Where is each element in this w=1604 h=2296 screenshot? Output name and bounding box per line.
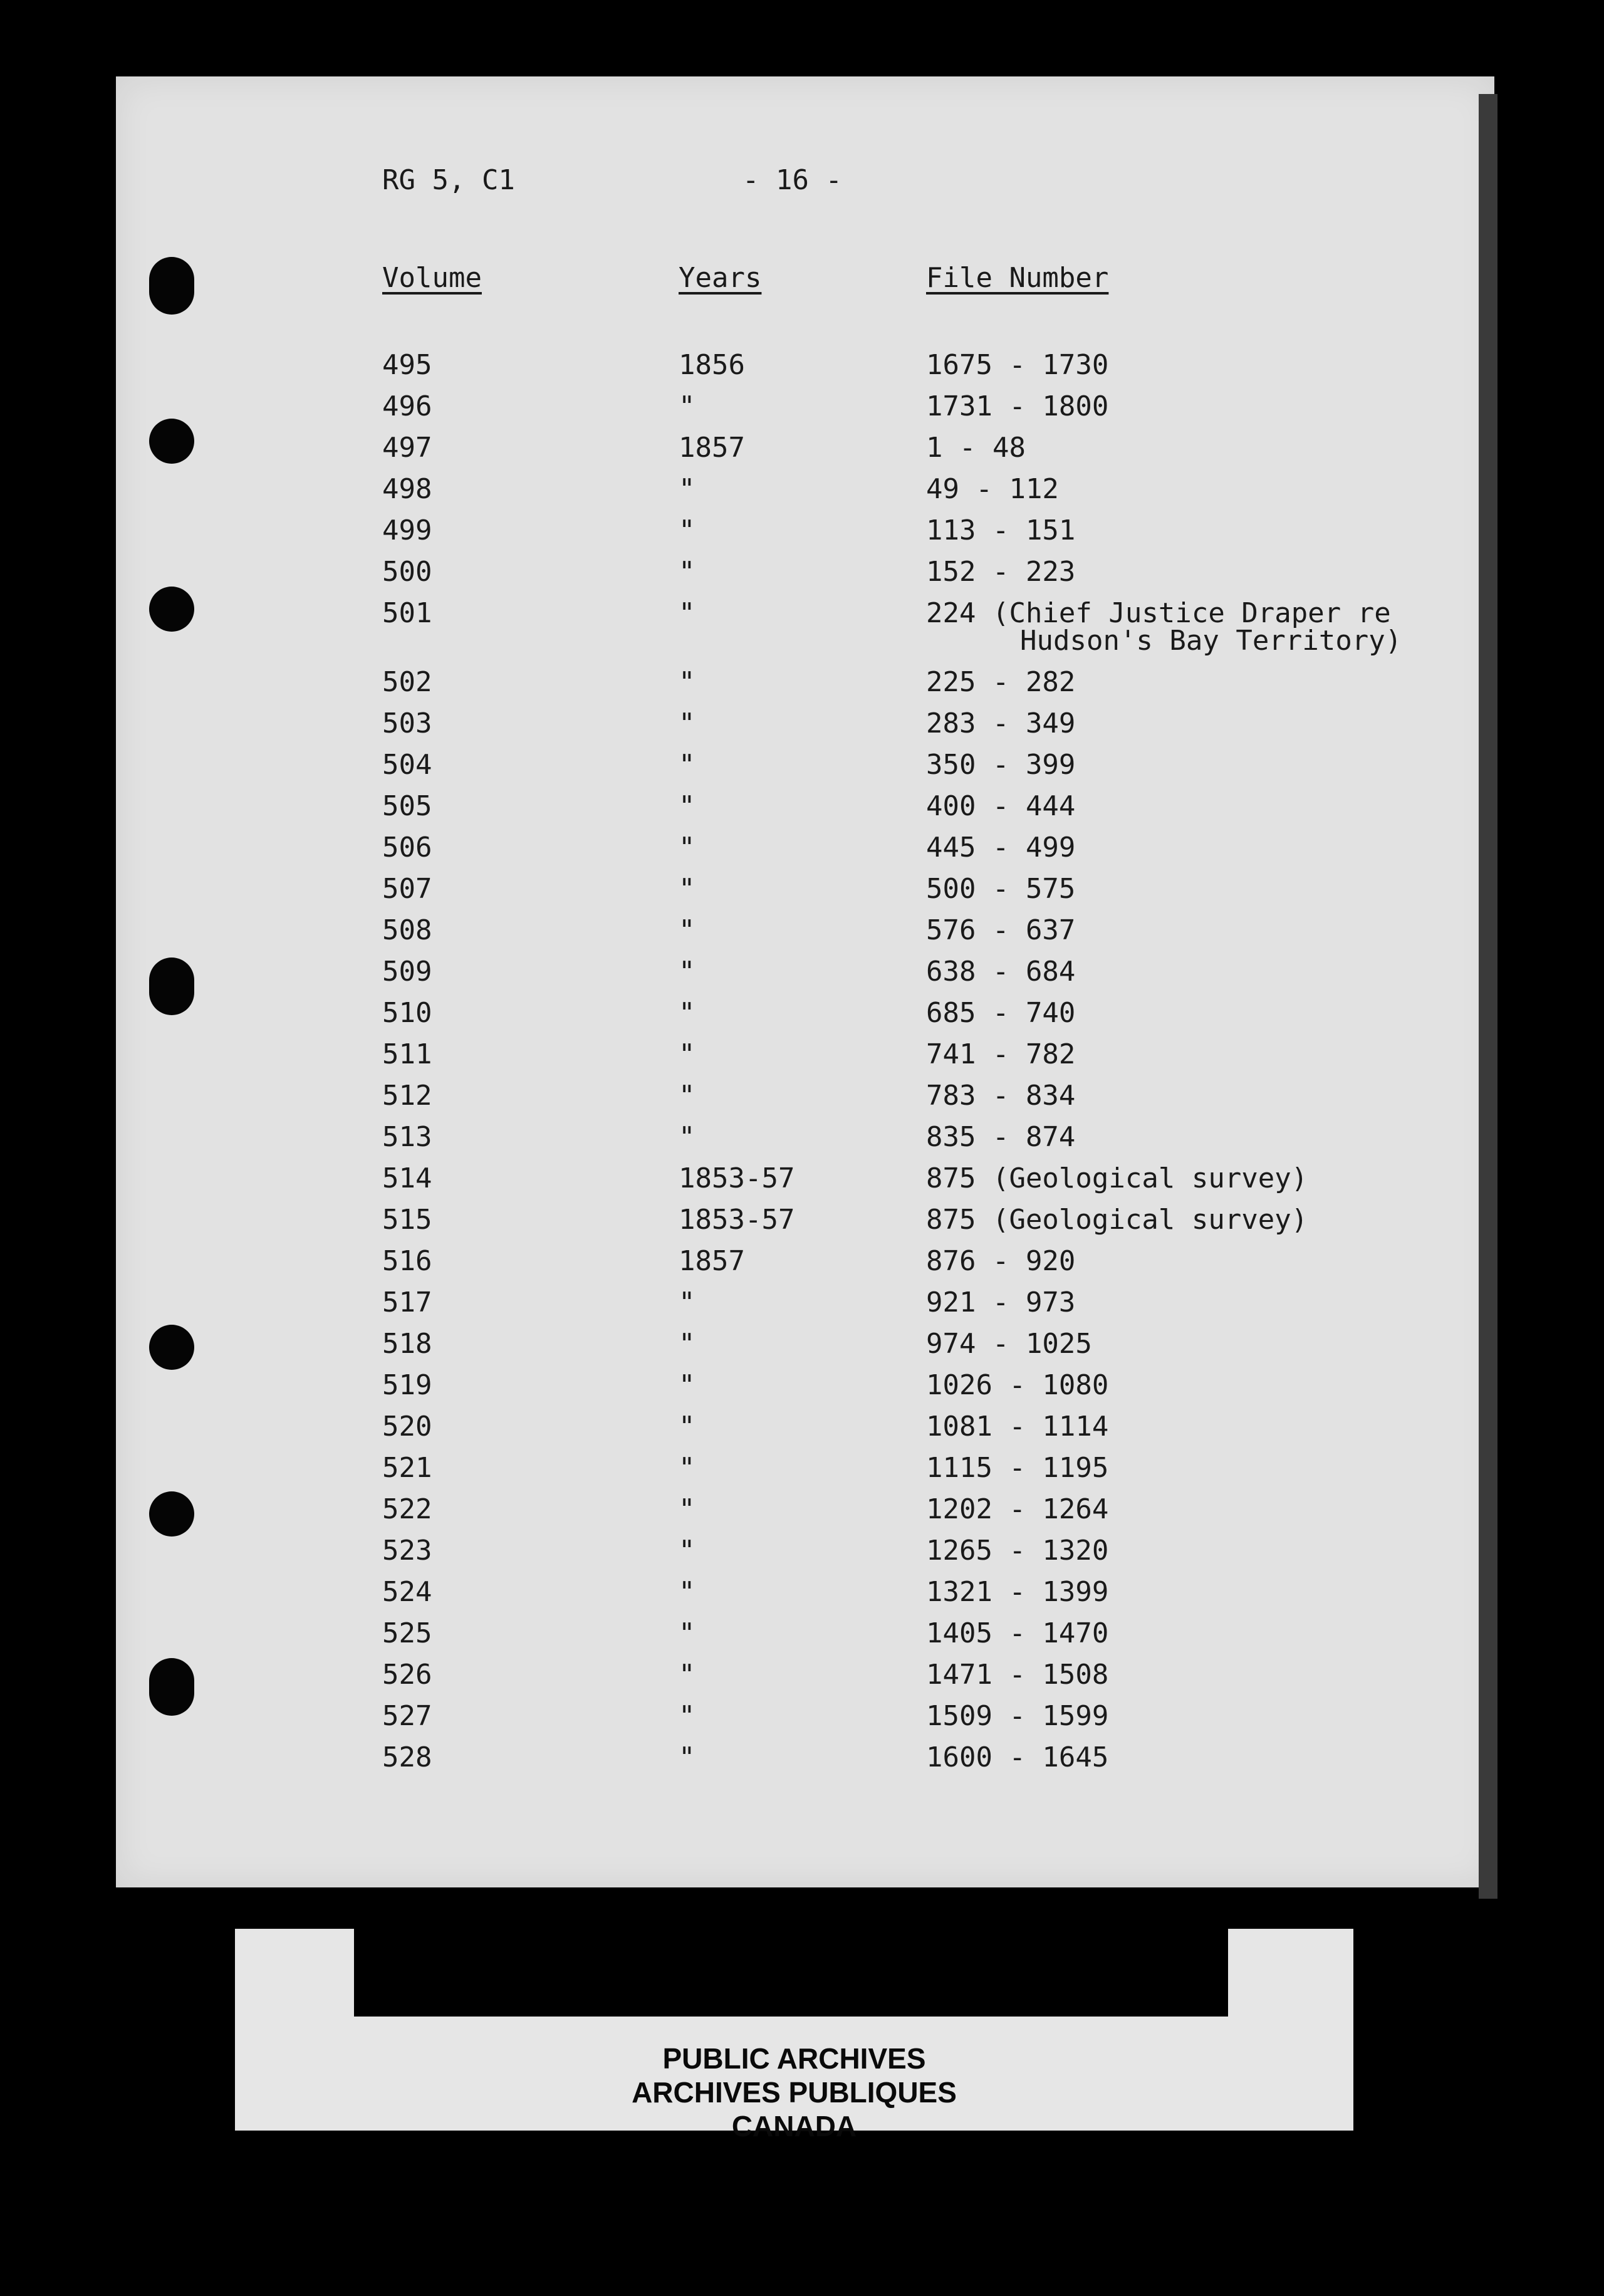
card-cutout bbox=[354, 1929, 1228, 2017]
years-cell: " bbox=[679, 1286, 695, 1318]
years-cell: " bbox=[679, 956, 695, 988]
archive-stamp bbox=[235, 2042, 1353, 2143]
file-number-cell: 576 - 637 bbox=[926, 914, 1076, 946]
volume-cell: 510 bbox=[382, 997, 432, 1029]
table-row bbox=[0, 1365, 1604, 1406]
years-cell: " bbox=[679, 914, 695, 946]
volume-cell: 500 bbox=[382, 556, 432, 588]
table-row bbox=[0, 1241, 1604, 1282]
table-row bbox=[0, 1323, 1604, 1365]
archive-target-card bbox=[235, 1929, 1353, 2142]
table-row bbox=[0, 662, 1604, 703]
file-number-cell: 835 - 874 bbox=[926, 1121, 1076, 1153]
years-cell: " bbox=[679, 556, 695, 588]
table-row bbox=[0, 1406, 1604, 1448]
file-number-cell: 1026 - 1080 bbox=[926, 1369, 1109, 1401]
file-number-cell: 1265 - 1320 bbox=[926, 1535, 1109, 1567]
file-number-cell: 974 - 1025 bbox=[926, 1328, 1092, 1360]
file-number-cell: 875 (Geological survey) bbox=[926, 1204, 1308, 1236]
years-cell: " bbox=[679, 1038, 695, 1070]
file-number-cell: 1731 - 1800 bbox=[926, 390, 1109, 422]
file-number-cell: 1 - 48 bbox=[926, 432, 1026, 464]
column-header-years: Years bbox=[679, 262, 762, 294]
table-row bbox=[0, 786, 1604, 827]
table-row bbox=[0, 1572, 1604, 1613]
file-number-cell: 1115 - 1195 bbox=[926, 1452, 1109, 1484]
table-row bbox=[0, 827, 1604, 869]
stamp-line-2: ARCHIVES PUBLIQUES bbox=[632, 2076, 957, 2109]
volume-cell: 511 bbox=[382, 1038, 432, 1070]
table-row bbox=[0, 1613, 1604, 1654]
table-row bbox=[0, 1530, 1604, 1572]
table-row bbox=[0, 744, 1604, 786]
file-number-cell: 445 - 499 bbox=[926, 832, 1076, 864]
table-row bbox=[0, 1158, 1604, 1199]
file-number-line-2: Hudson's Bay Territory) bbox=[1020, 625, 1402, 657]
volume-cell: 515 bbox=[382, 1204, 432, 1236]
table-row bbox=[0, 703, 1604, 744]
file-number-cell: 1509 - 1599 bbox=[926, 1700, 1109, 1732]
file-number-cell: 1675 - 1730 bbox=[926, 349, 1109, 381]
volume-cell: 498 bbox=[382, 473, 432, 505]
volume-cell: 524 bbox=[382, 1576, 432, 1608]
years-cell: 1853-57 bbox=[679, 1204, 795, 1236]
volume-cell: 523 bbox=[382, 1535, 432, 1567]
table-row bbox=[0, 1117, 1604, 1158]
years-cell: " bbox=[679, 473, 695, 505]
years-cell: " bbox=[679, 1700, 695, 1732]
file-number-cell: 921 - 973 bbox=[926, 1286, 1076, 1318]
file-number-cell: 685 - 740 bbox=[926, 997, 1076, 1029]
table-row bbox=[0, 1448, 1604, 1489]
volume-cell: 497 bbox=[382, 432, 432, 464]
file-number-cell: 350 - 399 bbox=[926, 749, 1076, 781]
volume-cell: 527 bbox=[382, 1700, 432, 1732]
years-cell: " bbox=[679, 1121, 695, 1153]
table-row bbox=[0, 869, 1604, 910]
file-number-cell: 500 - 575 bbox=[926, 873, 1076, 905]
stamp-line-1: PUBLIC ARCHIVES bbox=[662, 2042, 926, 2075]
file-number-cell: 783 - 834 bbox=[926, 1080, 1076, 1112]
binder-hole bbox=[149, 257, 194, 315]
column-header-file-number: File Number bbox=[926, 262, 1109, 294]
file-number-cell: 1600 - 1645 bbox=[926, 1741, 1109, 1773]
file-number-cell: 49 - 112 bbox=[926, 473, 1059, 505]
volume-cell: 519 bbox=[382, 1369, 432, 1401]
table-row bbox=[0, 510, 1604, 551]
years-cell: " bbox=[679, 1452, 695, 1484]
table-row bbox=[0, 427, 1604, 469]
years-cell: " bbox=[679, 390, 695, 422]
years-cell: 1853-57 bbox=[679, 1162, 795, 1194]
file-number-cell: 875 (Geological survey) bbox=[926, 1162, 1308, 1194]
years-cell: " bbox=[679, 1411, 695, 1443]
years-cell: " bbox=[679, 1493, 695, 1525]
file-number-cell: 400 - 444 bbox=[926, 790, 1076, 822]
table-row bbox=[0, 993, 1604, 1034]
years-cell: " bbox=[679, 873, 695, 905]
years-cell: 1857 bbox=[679, 432, 745, 464]
years-cell: " bbox=[679, 514, 695, 546]
volume-cell: 521 bbox=[382, 1452, 432, 1484]
volume-cell: 525 bbox=[382, 1617, 432, 1649]
volume-list bbox=[0, 345, 1604, 1778]
table-row bbox=[0, 951, 1604, 993]
file-number-cell: 283 - 349 bbox=[926, 707, 1076, 739]
file-number-cell: 1321 - 1399 bbox=[926, 1576, 1109, 1608]
table-row bbox=[0, 1199, 1604, 1241]
table-row bbox=[0, 1075, 1604, 1117]
volume-cell: 513 bbox=[382, 1121, 432, 1153]
file-number-cell bbox=[926, 593, 1402, 655]
volume-cell: 512 bbox=[382, 1080, 432, 1112]
years-cell: " bbox=[679, 1659, 695, 1691]
years-cell: " bbox=[679, 597, 695, 629]
years-cell: " bbox=[679, 1576, 695, 1608]
volume-cell: 528 bbox=[382, 1741, 432, 1773]
years-cell: " bbox=[679, 1617, 695, 1649]
years-cell: " bbox=[679, 1328, 695, 1360]
table-row bbox=[0, 1282, 1604, 1323]
file-number-cell: 1081 - 1114 bbox=[926, 1411, 1109, 1443]
volume-cell: 516 bbox=[382, 1245, 432, 1277]
table-row bbox=[0, 910, 1604, 951]
table-row bbox=[0, 551, 1604, 593]
file-number-cell: 225 - 282 bbox=[926, 666, 1076, 698]
page-number: - 16 - bbox=[742, 164, 842, 196]
table-row bbox=[0, 386, 1604, 427]
years-cell: 1856 bbox=[679, 349, 745, 381]
volume-cell: 526 bbox=[382, 1659, 432, 1691]
table-row bbox=[0, 1489, 1604, 1530]
volume-cell: 504 bbox=[382, 749, 432, 781]
years-cell: " bbox=[679, 790, 695, 822]
table-row bbox=[0, 1737, 1604, 1778]
volume-cell: 517 bbox=[382, 1286, 432, 1318]
years-cell: 1857 bbox=[679, 1245, 745, 1277]
volume-cell: 522 bbox=[382, 1493, 432, 1525]
volume-cell: 505 bbox=[382, 790, 432, 822]
file-number-cell: 113 - 151 bbox=[926, 514, 1076, 546]
years-cell: " bbox=[679, 666, 695, 698]
file-number-cell: 638 - 684 bbox=[926, 956, 1076, 988]
table-row bbox=[0, 593, 1604, 662]
years-cell: " bbox=[679, 1741, 695, 1773]
file-number-cell: 1471 - 1508 bbox=[926, 1659, 1109, 1691]
file-number-cell: 1202 - 1264 bbox=[926, 1493, 1109, 1525]
file-number-cell: 152 - 223 bbox=[926, 556, 1076, 588]
file-number-cell: 876 - 920 bbox=[926, 1245, 1076, 1277]
volume-cell: 508 bbox=[382, 914, 432, 946]
table-row bbox=[0, 469, 1604, 510]
years-cell: " bbox=[679, 749, 695, 781]
volume-cell: 501 bbox=[382, 597, 432, 629]
file-number-cell: 741 - 782 bbox=[926, 1038, 1076, 1070]
volume-cell: 518 bbox=[382, 1328, 432, 1360]
table-row bbox=[0, 1696, 1604, 1737]
volume-cell: 509 bbox=[382, 956, 432, 988]
table-row bbox=[0, 1654, 1604, 1696]
volume-cell: 507 bbox=[382, 873, 432, 905]
volume-cell: 503 bbox=[382, 707, 432, 739]
volume-cell: 520 bbox=[382, 1411, 432, 1443]
volume-cell: 499 bbox=[382, 514, 432, 546]
years-cell: " bbox=[679, 997, 695, 1029]
record-group-reference: RG 5, C1 bbox=[382, 164, 515, 196]
years-cell: " bbox=[679, 1369, 695, 1401]
volume-cell: 496 bbox=[382, 390, 432, 422]
volume-cell: 502 bbox=[382, 666, 432, 698]
table-row bbox=[0, 345, 1604, 386]
stamp-line-3: CANADA bbox=[731, 2110, 857, 2142]
years-cell: " bbox=[679, 707, 695, 739]
years-cell: " bbox=[679, 1080, 695, 1112]
file-number-cell: 1405 - 1470 bbox=[926, 1617, 1109, 1649]
volume-cell: 495 bbox=[382, 349, 432, 381]
table-row bbox=[0, 1034, 1604, 1075]
years-cell: " bbox=[679, 1535, 695, 1567]
column-header-volume: Volume bbox=[382, 262, 482, 294]
file-number-line-1: 224 (Chief Justice Draper re bbox=[926, 597, 1391, 629]
volume-cell: 506 bbox=[382, 832, 432, 864]
years-cell: " bbox=[679, 832, 695, 864]
volume-cell: 514 bbox=[382, 1162, 432, 1194]
